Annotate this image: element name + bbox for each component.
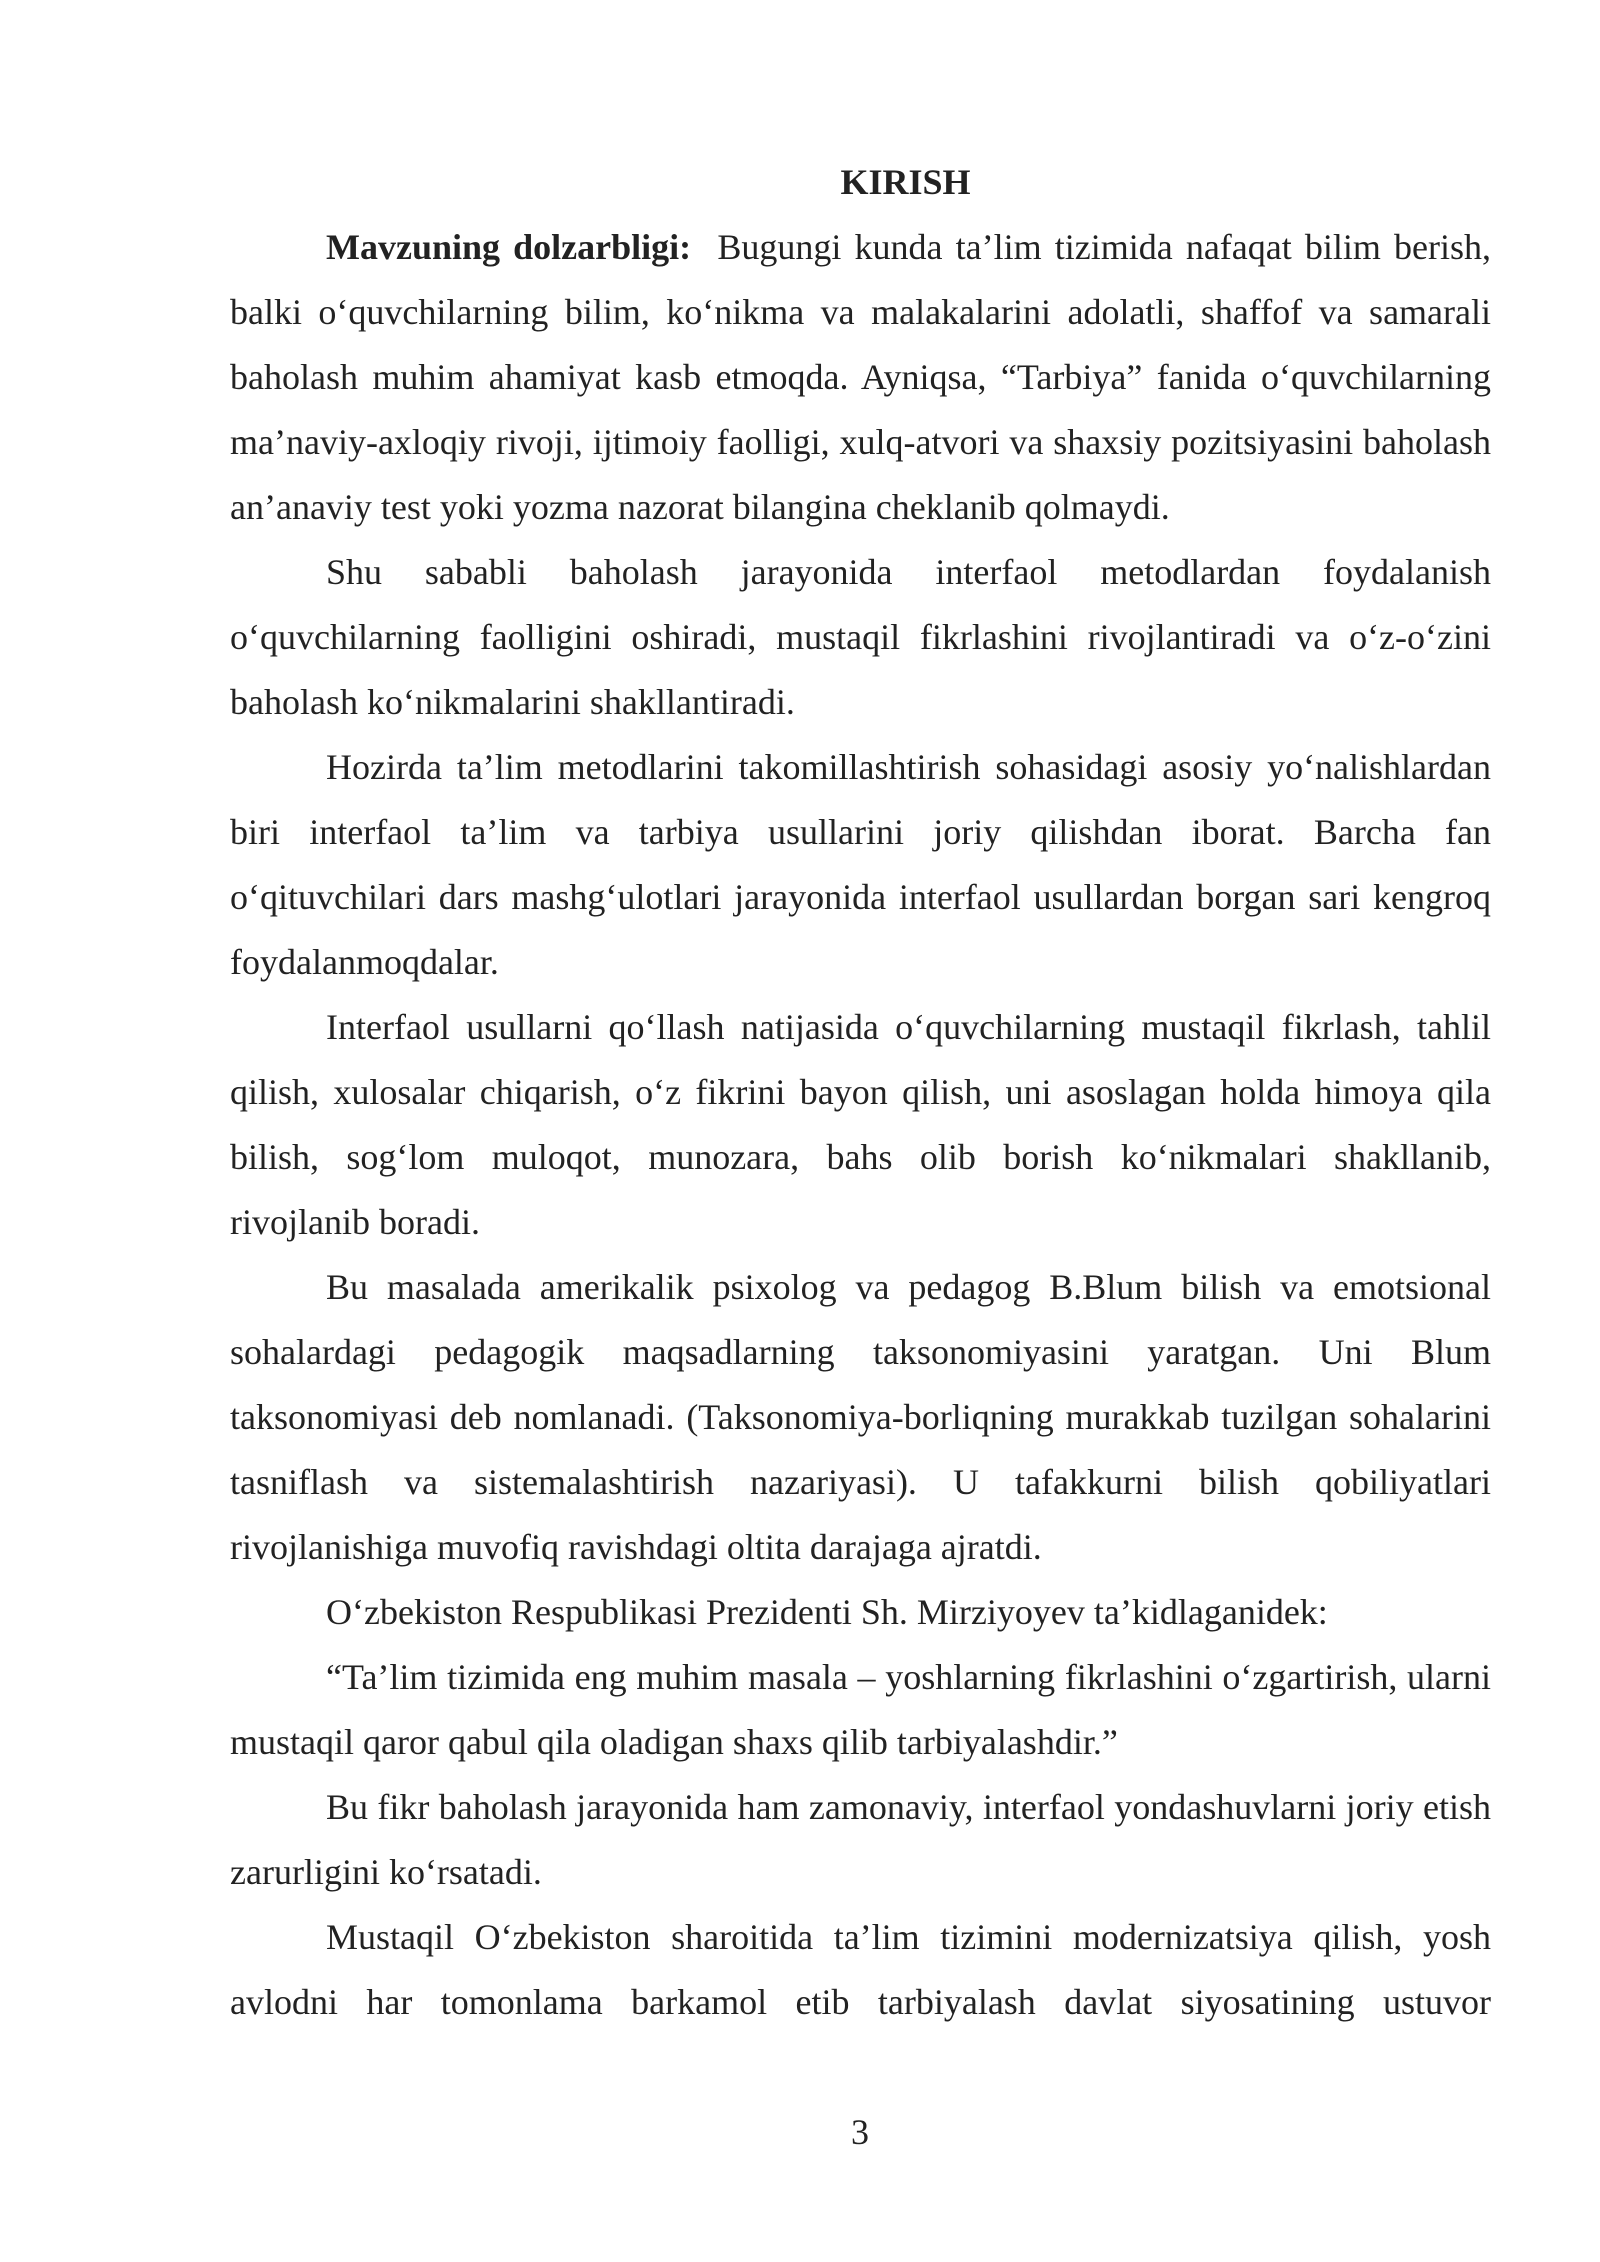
relevance-text: Bugungi kunda ta’lim tizimida nafaqat bilim berish, balki o‘quvchilarning bilim, ko‘nikma va malakalarini adolatli, shaffof va samarali baholash muhim ahamiyat kasb etmoqda. Ayniqsa, “Tarbiya” fanida o‘quvchilarning ma’naviy-axloqiy rivoji, ijtimoiy faolligi, xulq-atvori va shaxsiy pozitsiyasini baholash an’anaviy test yoki yozma nazorat bilangina cheklanib qolmaydi. [230,227,1491,527]
paragraph-4: Interfaol usullarni qo‘llash natijasida o‘quvchilarning mustaqil fikrlash, tahlil qilish, xulosalar chiqarish, o‘z fikrini bayon qilish, uni asoslagan holda himoya qila bilish, sog‘lom muloqot, munozara, bahs olib borish ko‘nikmalari shakllanib, rivojlanib boradi. [230,1007,1491,1242]
page-content [230,150,1491,2035]
section-title: KIRISH [840,162,971,202]
paragraph-9: Mustaqil O‘zbekiston sharoitida ta’lim tizimini modernizatsiya qilish, yosh avlodni har tomonlama barkamol etib tarbiyalash davlat siyosatining ustuvor [230,1917,1491,2022]
paragraph-6: O‘zbekiston Respublikasi Prezidenti Sh. Mirziyoyev ta’kidlaganidek: [326,1592,1328,1632]
paragraph-5: Bu masalada amerikalik psixolog va pedagog B.Blum bilish va emotsional sohalardagi pedagogik maqsadlarning taksonomiyasini yaratgan. Uni Blum taksonomiyasi deb nomlanadi. (Taksonomiya-borliqning murakkab tuzilgan sohalarini tasniflash va sistemalashtirish nazariyasi). U tafakkurni bilish qobiliyatlari rivojlanishiga muvofiq ravishdagi oltita darajaga ajratdi. [230,1267,1491,1567]
relevance-label: Mavzuning dolzarbligi: [326,227,692,267]
paragraph-3: Hozirda ta’lim metodlarini takomillashtirish sohasidagi asosiy yo‘nalishlardan biri interfaol ta’lim va tarbiya usullarini joriy qilishdan iborat. Barcha fan o‘qituvchilari dars mashg‘ulotlari jarayonida interfaol usullardan borgan sari kengroq foydalanmoqdalar. [230,747,1491,982]
quote-paragraph: “Ta’lim tizimida eng muhim masala – yoshlarning fikrlashini o‘zgartirish, ularni mustaqil qaror qabul qila oladigan shaxs qilib tarbiyalashdir.” [230,1657,1491,1762]
paragraph-relevance [230,215,1491,540]
paragraph-2: Shu sababli baholash jarayonida interfaol metodlardan foydalanish o‘quvchilarning faolligini oshiradi, mustaqil fikrlashini rivojlantiradi va o‘z-o‘zini baholash ko‘nikmalarini shakllantiradi. [230,552,1491,722]
page-number: 3 [851,2112,869,2152]
paragraph-8: Bu fikr baholash jarayonida ham zamonaviy, interfaol yondashuvlarni joriy etish zarurligini ko‘rsatadi. [230,1787,1491,1892]
